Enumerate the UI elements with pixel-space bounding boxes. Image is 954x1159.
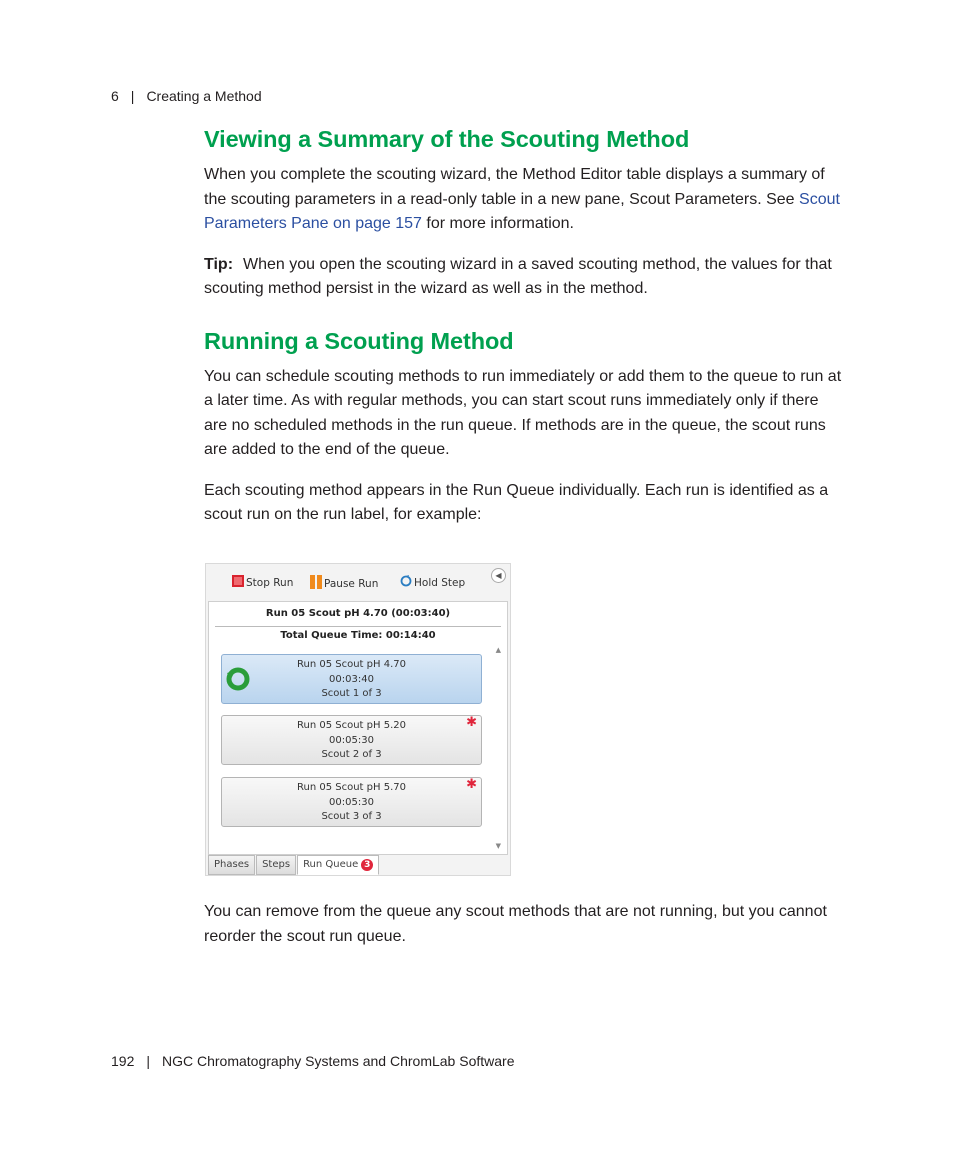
queue-card[interactable] (221, 715, 482, 765)
card-name: Run 05 Scout pH 4.70 (297, 659, 406, 670)
tab-phases[interactable]: Phases (208, 855, 255, 875)
tab-run-queue[interactable] (297, 855, 379, 875)
paragraph-summary (204, 163, 844, 237)
closing-content (204, 900, 844, 965)
section-title-running: Running a Scouting Method (204, 327, 514, 354)
footer-title: NGC Chromatography Systems and ChromLab Software (162, 1053, 515, 1069)
queue-card[interactable] (221, 777, 482, 827)
hold-step-button[interactable] (400, 575, 465, 590)
tab-run-queue-label: Run Queue (303, 859, 359, 870)
scroll-down-icon[interactable]: ▼ (495, 842, 501, 850)
card-time: 00:05:30 (329, 796, 374, 808)
header-chapter: Creating a Method (146, 88, 262, 104)
pause-run-label: Pause Run (324, 577, 379, 590)
paragraph-schedule: You can schedule scouting methods to run immediately or add them to the queue to run at a later time. As with regular methods, you can start scout runs immediately only if there are no scheduled methods in the run queue. If methods are in the queue, the scout runs are added to the end of the queue. (204, 367, 842, 458)
card-scout-index: Scout 3 of 3 (321, 811, 382, 822)
queue-card[interactable] (221, 654, 482, 704)
card-scout-index: Scout 2 of 3 (321, 749, 382, 760)
tip-label: Tip: (204, 255, 234, 273)
collapse-icon[interactable]: ◀ (491, 568, 506, 583)
run-divider (215, 626, 501, 627)
footer-page-number: 192 (111, 1053, 135, 1069)
scout-marker-icon: ✱ (466, 715, 477, 730)
tip-paragraph (204, 253, 844, 302)
hold-icon (400, 575, 412, 590)
section-title-viewing-summary: Viewing a Summary of the Scouting Method (204, 126, 690, 152)
tip-text: When you open the scouting wizard in a saved scouting method, the values for that scouting method persist in the wizard as well as in the method. (204, 255, 832, 297)
pause-run-button[interactable] (310, 575, 378, 592)
scout-parameters-link[interactable]: Scout Parameters Pane on page 157 (204, 190, 840, 232)
card-scout-index: Scout 1 of 3 (321, 688, 382, 699)
running-icon (224, 665, 252, 699)
card-name: Run 05 Scout pH 5.70 (297, 782, 406, 793)
header-separator: | (130, 88, 135, 104)
running-footer (111, 1053, 514, 1069)
stop-run-button[interactable] (232, 575, 293, 590)
pause-icon (310, 575, 322, 592)
run-toolbar (206, 564, 510, 600)
paragraph-remove: You can remove from the queue any scout methods that are not running, but you cannot reorder the scout run queue. (204, 903, 827, 945)
stop-icon (232, 575, 244, 590)
scroll-up-icon[interactable]: ▲ (495, 646, 501, 654)
summary-text-after-link: for more information. (421, 215, 574, 232)
panel-tabs (208, 855, 380, 875)
card-time: 00:03:40 (329, 673, 374, 685)
hold-step-label: Hold Step (414, 576, 466, 589)
summary-text-before-link: When you complete the scouting wizard, the Method Editor table displays a summary of the scouting parameters in a read-only table in a new pane, Scout Parameters. See (204, 166, 825, 208)
scout-marker-icon: ✱ (466, 777, 477, 792)
current-run-label: Run 05 Scout pH 4.70 (00:03:40) (265, 608, 451, 619)
card-name: Run 05 Scout pH 5.20 (297, 720, 406, 731)
running-header (111, 88, 262, 104)
footer-separator: | (146, 1053, 150, 1069)
run-queue-screenshot (205, 563, 511, 876)
tab-steps[interactable]: Steps (256, 855, 296, 875)
card-time: 00:05:30 (329, 734, 374, 746)
main-content (204, 126, 844, 544)
stop-run-label: Stop Run (246, 576, 294, 589)
run-queue-list (208, 601, 508, 855)
header-page-number: 6 (111, 88, 119, 104)
run-queue-count-badge: 3 (361, 859, 373, 871)
total-queue-time: Total Queue Time: 00:14:40 (280, 630, 436, 641)
paragraph-run-queue: Each scouting method appears in the Run Queue individually. Each run is identified as a scout run on the run label, for example: (204, 481, 829, 523)
